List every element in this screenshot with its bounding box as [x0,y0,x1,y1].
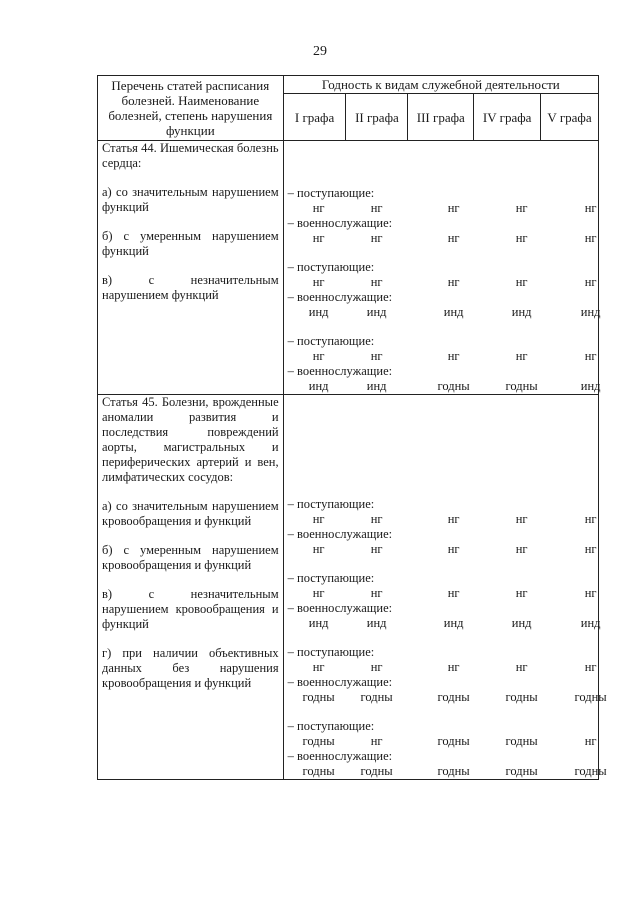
header-graf-2: II графа [346,94,408,141]
grade-cell: нг [370,231,383,245]
grade-cell: годны [437,764,470,778]
grade-cell: инд [580,616,601,630]
grade-cell: нг [584,231,597,245]
grade-cell: нг [370,349,383,363]
grade-cell: инд [366,616,387,630]
article-title: Статья 44. Ишемическая болезнь сердца: [102,141,279,170]
grade-cell: годны [302,764,335,778]
servicemen-grades [284,231,598,246]
grade-cell: годны [302,734,335,748]
grade-cell: годны [505,764,538,778]
entrants-label: – поступающие: [287,334,375,348]
entrants-grades [284,734,598,749]
grade-cell: годны [360,690,393,704]
grade-cell: нг [584,734,597,748]
item-grades [284,571,601,631]
item-grades [284,497,598,557]
grades-block [284,141,601,394]
grade-cell: нг [370,512,383,526]
entrants-label: – поступающие: [287,571,375,585]
item-description: в) с незначительным нарушением кровообращения и функций [102,587,279,631]
grade-cell: годны [505,734,538,748]
item-grades [284,260,601,320]
grade-cell: годны [437,734,470,748]
grade-cell: нг [447,349,460,363]
grade-cell: инд [443,305,464,319]
servicemen-label: – военнослужащие: [287,527,393,541]
grade-cell: годны [302,690,335,704]
item-grades [284,719,607,779]
header-graf-1: I графа [283,94,346,141]
grade-cell: нг [515,660,528,674]
grade-cell: нг [515,349,528,363]
servicemen-label: – военнослужащие: [287,290,393,304]
header-graf-4: IV графа [474,94,541,141]
grade-cell: нг [515,542,528,556]
grade-cell: годны [574,764,607,778]
grade-cell: нг [584,542,597,556]
grade-cell: инд [308,616,329,630]
grade-cell: инд [580,305,601,319]
grade-cell: нг [447,275,460,289]
grade-cell: нг [447,660,460,674]
grade-cell: нг [515,275,528,289]
grade-cell: нг [447,231,460,245]
servicemen-grades [284,542,598,557]
grade-cell: нг [515,231,528,245]
article-row [98,141,599,395]
article-title: Статья 45. Болезни, врожденные аномалии развития и последствия повреждений аорты, магистральных и периферических артерий и вен, лимфатических сосудов: [102,395,279,484]
header-graf-5: V графа [541,94,599,141]
grade-cell: нг [515,512,528,526]
grade-cell: нг [584,349,597,363]
servicemen-label: – военнослужащие: [287,216,393,230]
entrants-label: – поступающие: [287,645,375,659]
entrants-grades [284,512,598,527]
grade-cell: нг [584,512,597,526]
grade-cell: нг [370,660,383,674]
item-description: б) с умеренным нарушением кровообращения и функций [102,543,279,572]
entrants-grades [284,586,598,601]
grade-cell: нг [584,586,597,600]
grade-cell: нг [312,586,325,600]
servicemen-grades [284,616,601,631]
grade-cell: годны [505,379,538,393]
article-row [98,395,599,780]
servicemen-label: – военнослужащие: [287,364,393,378]
page-number: 29 [313,44,327,59]
grade-cell: нг [370,586,383,600]
grade-cell: нг [447,586,460,600]
entrants-label: – поступающие: [287,260,375,274]
grades-block [284,395,607,779]
grade-cell: нг [447,512,460,526]
grade-cell: нг [312,660,325,674]
grade-cell: инд [511,616,532,630]
servicemen-label: – военнослужащие: [287,749,393,763]
grade-cell: инд [511,305,532,319]
entrants-grades [284,349,598,364]
grade-cell: инд [308,379,329,393]
item-grades [284,645,607,705]
grade-cell: нг [312,275,325,289]
grade-cell: годны [437,690,470,704]
item-description: б) с умеренным нарушением функций [102,229,279,258]
grade-cell: нг [515,586,528,600]
item-description: г) при наличии объективных данных без нарушения кровообращения и функций [102,646,279,690]
grade-cell: годны [360,764,393,778]
grade-cell: нг [370,201,383,215]
item-description: в) с незначительным нарушением функций [102,273,279,302]
grade-cell: инд [366,305,387,319]
servicemen-grades [284,764,607,779]
grade-cell: инд [308,305,329,319]
grade-cell: нг [312,349,325,363]
article-description [98,395,284,780]
servicemen-label: – военнослужащие: [287,675,393,689]
grade-cell: годны [437,379,470,393]
servicemen-grades [284,305,601,320]
entrants-label: – поступающие: [287,719,375,733]
grade-cell: нг [447,201,460,215]
header-graf-3: III графа [408,94,474,141]
grade-cell: нг [584,660,597,674]
grade-cell: инд [366,379,387,393]
grade-cell: нг [370,734,383,748]
grade-cell: годны [505,690,538,704]
servicemen-label: – военнослужащие: [287,601,393,615]
grade-cell: нг [370,275,383,289]
grade-cell: годны [574,690,607,704]
entrants-grades [284,660,598,675]
entrants-label: – поступающие: [287,497,375,511]
disease-fitness-table [97,75,607,780]
article-grades [283,141,601,395]
header-articles: Перечень статей расписания болезней. Наименование болезней, степень нарушения функции [98,76,284,141]
grade-cell: нг [584,201,597,215]
entrants-grades [284,275,598,290]
servicemen-grades [284,379,601,394]
entrants-label: – поступающие: [287,186,375,200]
grade-cell: нг [312,542,325,556]
grade-cell: нг [584,275,597,289]
grade-cell: нг [312,512,325,526]
servicemen-grades [284,690,607,705]
grade-cell: нг [370,542,383,556]
entrants-grades [284,201,598,216]
item-description: а) со значительным нарушением кровообращения и функций [102,499,279,528]
article-description [98,141,284,395]
item-grades [284,186,598,246]
header-fitness-group: Годность к видам служебной деятельности [283,76,598,94]
grade-cell: инд [580,379,601,393]
grade-cell: нг [515,201,528,215]
grade-cell: нг [447,542,460,556]
article-grades [283,395,607,780]
grade-cell: нг [312,201,325,215]
item-grades [284,334,601,394]
grade-cell: нг [312,231,325,245]
item-description: а) со значительным нарушением функций [102,185,279,214]
grade-cell: инд [443,616,464,630]
